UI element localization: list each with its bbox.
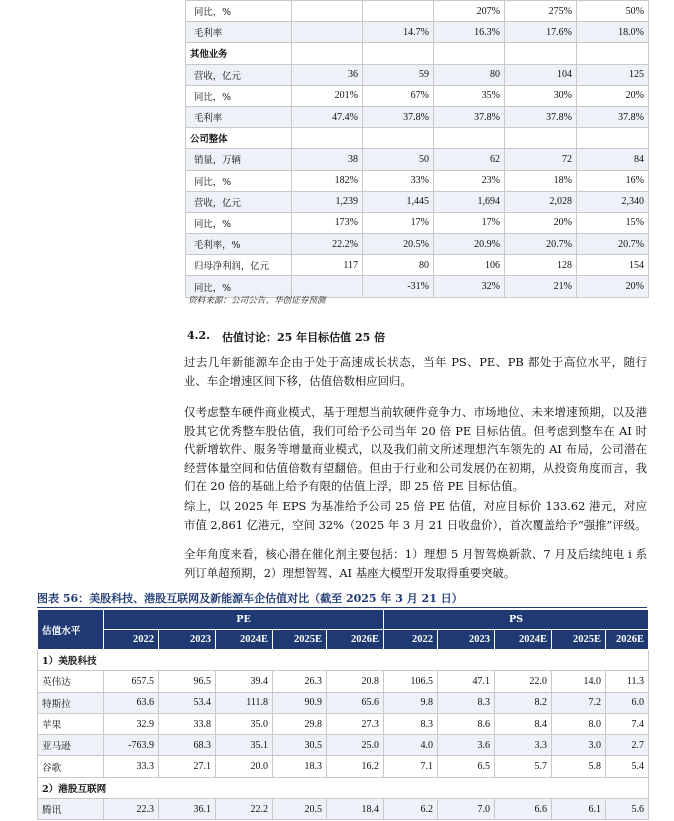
section-title: 估值讨论：25 年目标估值 25 倍: [222, 331, 386, 344]
cell-value: 117: [292, 255, 363, 276]
table-row: [186, 149, 649, 170]
ps-value: 8.6: [438, 713, 495, 734]
cell-value: 35%: [434, 85, 505, 106]
pe-value: 53.4: [159, 692, 216, 713]
pe-value: 35.1: [216, 735, 273, 756]
cell-value: 20.5%: [363, 234, 434, 255]
cell-value: 20.7%: [505, 234, 577, 255]
row-label: 归母净利润，亿元: [186, 255, 292, 276]
cell-value: -31%: [363, 276, 434, 297]
cell-value: 275%: [505, 1, 577, 22]
table-row: [186, 212, 649, 233]
cell-value: 15%: [577, 212, 649, 233]
cell-value: [434, 43, 505, 64]
cell-value: 201%: [292, 85, 363, 106]
source-note: 资料来源：公司公告、华创证券预测: [188, 296, 326, 306]
pe-value: 22.2: [216, 799, 273, 820]
paragraph-1: 过去几年新能源车企由于处于高速成长状态，当年 PS、PE、PB 都处于高位水平，随行业、车企增速区间下移，估值倍数相应回归。: [184, 355, 647, 388]
cell-value: 59: [363, 64, 434, 85]
cell-value: 154: [577, 255, 649, 276]
cell-value: 37.8%: [363, 106, 434, 127]
ps-value: 7.0: [438, 799, 495, 820]
company-row: [38, 756, 649, 777]
financial-forecast-table: [185, 0, 649, 298]
cell-value: 173%: [292, 212, 363, 233]
company-name: 腾讯: [38, 799, 104, 820]
ps-value: 47.1: [438, 671, 495, 692]
cell-value: [363, 1, 434, 22]
ps-value: 6.1: [552, 799, 606, 820]
ps-value: 14.0: [552, 671, 606, 692]
exhibit-title: 图表 56：美股科技、港股互联网及新能源车企估值对比（截至 2025 年 3 月 21 日）: [37, 592, 463, 605]
row-label: 其他业务: [186, 43, 292, 64]
cell-value: 106: [434, 255, 505, 276]
cell-value: 62: [434, 149, 505, 170]
pe-value: 25.0: [327, 735, 384, 756]
cell-value: 125: [577, 64, 649, 85]
pe-value: 16.2: [327, 756, 384, 777]
cell-value: 2,028: [505, 191, 577, 212]
year-header: 2025E: [552, 630, 606, 650]
cell-value: 104: [505, 64, 577, 85]
cell-value: 50: [363, 149, 434, 170]
cell-value: [505, 128, 577, 149]
ps-value: 7.4: [606, 713, 649, 734]
year-header: 2022: [104, 630, 159, 650]
table-row: [186, 85, 649, 106]
corner-label: 估值水平: [38, 610, 104, 650]
cell-value: [292, 128, 363, 149]
ps-value: 7.1: [384, 756, 438, 777]
cell-value: 22.2%: [292, 234, 363, 255]
cell-value: 37.8%: [434, 106, 505, 127]
pe-value: 18.3: [273, 756, 327, 777]
pe-value: 33.3: [104, 756, 159, 777]
year-header: 2026E: [327, 630, 384, 650]
pe-value: 27.1: [159, 756, 216, 777]
cell-value: [434, 128, 505, 149]
ps-value: 5.6: [606, 799, 649, 820]
cell-value: 14.7%: [363, 22, 434, 43]
pe-header: PE: [104, 610, 384, 630]
cell-value: 17%: [363, 212, 434, 233]
ps-value: 5.7: [495, 756, 552, 777]
ps-value: 3.3: [495, 735, 552, 756]
cell-value: 128: [505, 255, 577, 276]
cell-value: 21%: [505, 276, 577, 297]
ps-header: PS: [384, 610, 649, 630]
cell-value: [292, 43, 363, 64]
ps-value: 8.4: [495, 713, 552, 734]
year-header: 2025E: [273, 630, 327, 650]
group-label: 1）美股科技: [38, 650, 649, 671]
cell-value: 50%: [577, 1, 649, 22]
cell-value: 33%: [363, 170, 434, 191]
cell-value: 80: [363, 255, 434, 276]
cell-value: 36: [292, 64, 363, 85]
cell-value: 182%: [292, 170, 363, 191]
company-row: [38, 799, 649, 820]
section-row: [186, 43, 649, 64]
paragraph-3: 综上，以 2025 年 EPS 为基准给予公司 25 倍 PE 估值，对应目标价 133.62 港元，对应市值 2,861 亿港元，空间 32%（2025 年 3 月 21 日收盘价），首次覆盖给予“强推”评级。: [184, 499, 647, 532]
pe-value: 39.4: [216, 671, 273, 692]
row-label: 同比，%: [186, 276, 292, 297]
year-header: 2026E: [606, 630, 649, 650]
company-row: [38, 735, 649, 756]
pe-value: 29.8: [273, 713, 327, 734]
table-row: [186, 64, 649, 85]
exhibit-title-rule: [37, 607, 647, 608]
cell-value: 20%: [577, 276, 649, 297]
year-header: 2024E: [216, 630, 273, 650]
cell-value: 38: [292, 149, 363, 170]
cell-value: 16%: [577, 170, 649, 191]
cell-value: 23%: [434, 170, 505, 191]
ps-value: 5.4: [606, 756, 649, 777]
ps-value: 8.0: [552, 713, 606, 734]
valuation-comparison-table: [37, 609, 649, 820]
pe-value: 96.5: [159, 671, 216, 692]
company-name: 苹果: [38, 713, 104, 734]
pe-value: 68.3: [159, 735, 216, 756]
pe-value: 657.5: [104, 671, 159, 692]
group-row: [38, 777, 649, 798]
cell-value: [577, 128, 649, 149]
pe-value: 36.1: [159, 799, 216, 820]
pe-value: 35.0: [216, 713, 273, 734]
cell-value: 18.0%: [577, 22, 649, 43]
cell-value: [292, 1, 363, 22]
row-label: 营收，亿元: [186, 64, 292, 85]
cell-value: 17.6%: [505, 22, 577, 43]
ps-value: 9.8: [384, 692, 438, 713]
row-label: 同比，%: [186, 1, 292, 22]
group-label: 2）港股互联网: [38, 777, 649, 798]
ps-value: 2.7: [606, 735, 649, 756]
cell-value: 18%: [505, 170, 577, 191]
cell-value: 2,340: [577, 191, 649, 212]
ps-value: 6.5: [438, 756, 495, 777]
ps-value: 3.0: [552, 735, 606, 756]
cell-value: [363, 43, 434, 64]
row-label: 同比，%: [186, 170, 292, 191]
year-header: 2023: [438, 630, 495, 650]
company-row: [38, 692, 649, 713]
group-row: [38, 650, 649, 671]
pe-value: 90.9: [273, 692, 327, 713]
table-row: [186, 255, 649, 276]
paragraph-2: 仅考虑整车硬件商业模式，基于理想当前软硬件竞争力、市场地位、未来增速预期，以及港股其它优秀整车股估值，我们可给予公司当年 20 倍 PE 目标估值。但考虑到整车在 AI 时代新增软件、服务等增量商业模式，以及我们前文所述理想汽车领先的 AI 布局，公司潜在经营体量空间和估值倍数有望翻倍。但由于行业和公司发展仍在初期，从投资角度而言，我们在 20 倍的基础上给予有限的估值上浮，即 25 倍 PE 目标估值。: [184, 405, 647, 494]
company-row: [38, 671, 649, 692]
company-name: 亚马逊: [38, 735, 104, 756]
row-label: 毛利率: [186, 106, 292, 127]
company-name: 英伟达: [38, 671, 104, 692]
table-row: [186, 170, 649, 191]
year-header: 2022: [384, 630, 438, 650]
table-row: [186, 191, 649, 212]
paragraph-4: 全年角度来看，核心潜在催化剂主要包括：1）理想 5 月智驾焕新款、7 月及后续纯电 i 系列订单超预期，2）理想智驾、AI 基座大模型开发取得重要突破。: [184, 547, 647, 580]
cell-value: 30%: [505, 85, 577, 106]
cell-value: 47.4%: [292, 106, 363, 127]
pe-value: 63.6: [104, 692, 159, 713]
cell-value: 67%: [363, 85, 434, 106]
pe-value: 20.8: [327, 671, 384, 692]
ps-value: 5.8: [552, 756, 606, 777]
ps-value: 6.0: [606, 692, 649, 713]
cell-value: [577, 43, 649, 64]
row-label: 同比，%: [186, 85, 292, 106]
ps-value: 22.0: [495, 671, 552, 692]
header-row-years: [38, 630, 649, 650]
cell-value: 17%: [434, 212, 505, 233]
ps-value: 8.2: [495, 692, 552, 713]
ps-value: 6.2: [384, 799, 438, 820]
pe-value: 27.3: [327, 713, 384, 734]
ps-value: 11.3: [606, 671, 649, 692]
cell-value: 207%: [434, 1, 505, 22]
cell-value: 1,239: [292, 191, 363, 212]
cell-value: 20%: [505, 212, 577, 233]
table-row: [186, 1, 649, 22]
table-row: [186, 106, 649, 127]
row-label: 同比，%: [186, 212, 292, 233]
pe-value: -763.9: [104, 735, 159, 756]
pe-value: 18.4: [327, 799, 384, 820]
pe-value: 32.9: [104, 713, 159, 734]
ps-value: 7.2: [552, 692, 606, 713]
cell-value: 1,694: [434, 191, 505, 212]
row-label: 销量，万辆: [186, 149, 292, 170]
company-name: 特斯拉: [38, 692, 104, 713]
pe-value: 22.3: [104, 799, 159, 820]
cell-value: 20%: [577, 85, 649, 106]
cell-value: 37.8%: [577, 106, 649, 127]
pe-value: 33.8: [159, 713, 216, 734]
row-label: 毛利率，%: [186, 234, 292, 255]
ps-value: 8.3: [384, 713, 438, 734]
pe-value: 65.6: [327, 692, 384, 713]
pe-value: 20.0: [216, 756, 273, 777]
cell-value: 72: [505, 149, 577, 170]
ps-value: 3.6: [438, 735, 495, 756]
cell-value: 16.3%: [434, 22, 505, 43]
company-row: [38, 713, 649, 734]
cell-value: [505, 43, 577, 64]
pe-value: 26.3: [273, 671, 327, 692]
cell-value: 1,445: [363, 191, 434, 212]
row-label: 公司整体: [186, 128, 292, 149]
row-label: 营收，亿元: [186, 191, 292, 212]
section-row: [186, 128, 649, 149]
cell-value: [363, 128, 434, 149]
ps-value: 8.3: [438, 692, 495, 713]
cell-value: 20.7%: [577, 234, 649, 255]
header-row-metric: [38, 610, 649, 630]
cell-value: 37.8%: [505, 106, 577, 127]
cell-value: [292, 22, 363, 43]
pe-value: 20.5: [273, 799, 327, 820]
cell-value: 20.9%: [434, 234, 505, 255]
pe-value: 30.5: [273, 735, 327, 756]
row-label: 毛利率: [186, 22, 292, 43]
cell-value: 32%: [434, 276, 505, 297]
ps-value: 106.5: [384, 671, 438, 692]
table-row: [186, 22, 649, 43]
cell-value: 84: [577, 149, 649, 170]
ps-value: 6.6: [495, 799, 552, 820]
pe-value: 111.8: [216, 692, 273, 713]
table-row: [186, 234, 649, 255]
company-name: 谷歌: [38, 756, 104, 777]
year-header: 2024E: [495, 630, 552, 650]
year-header: 2023: [159, 630, 216, 650]
section-number: 4.2.: [187, 329, 210, 342]
ps-value: 4.0: [384, 735, 438, 756]
cell-value: 80: [434, 64, 505, 85]
